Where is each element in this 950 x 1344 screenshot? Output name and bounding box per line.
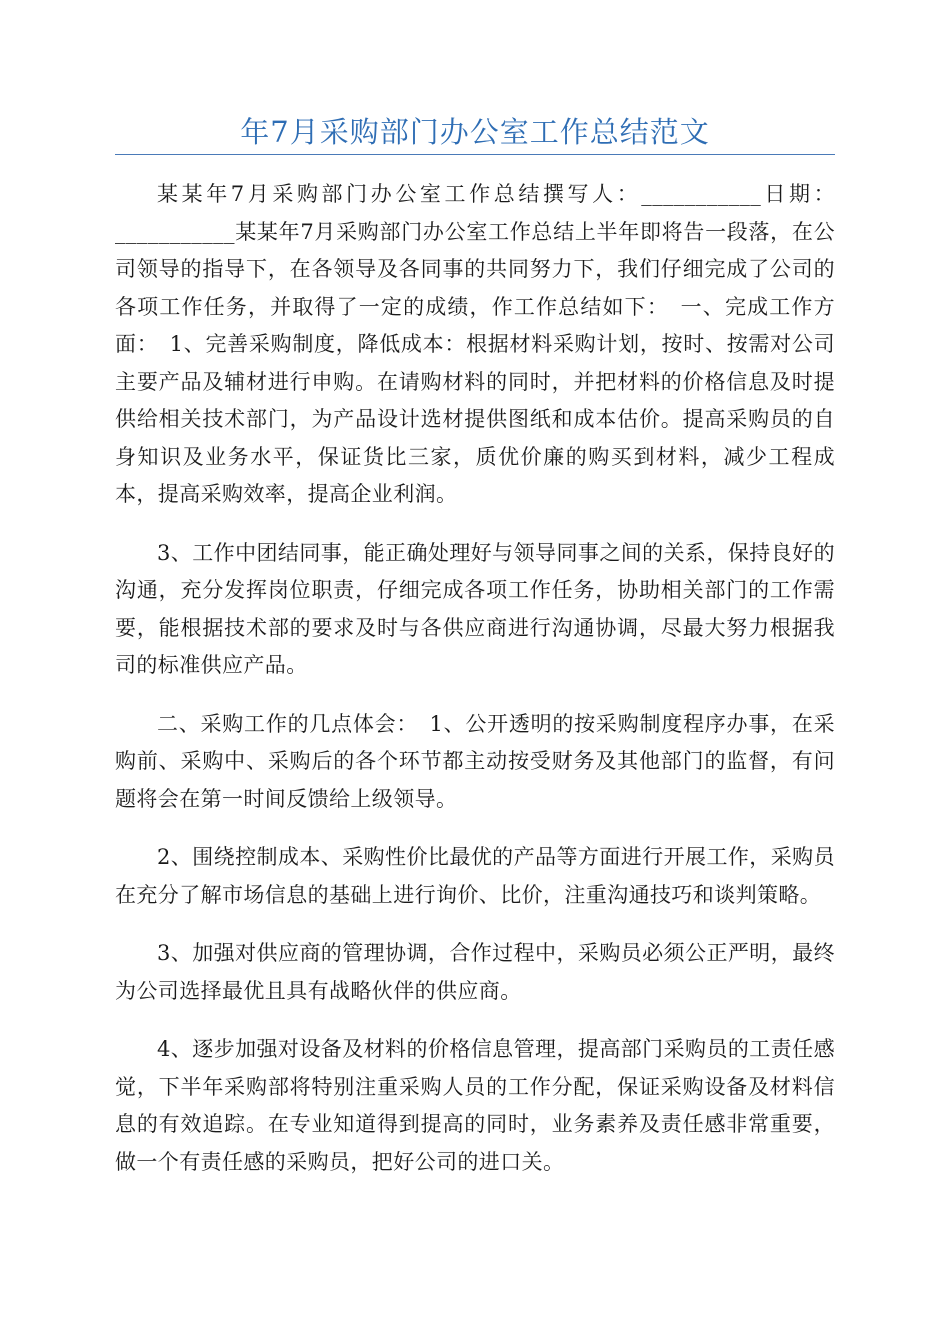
paragraph-teamwork: 3、工作中团结同事，能正确处理好与领导同事之间的关系，保持良好的沟通，充分发挥岗位职责，仔细完成各项工作任务，协助相关部门的工作需要，能根据技术部的要求及时与各供应商进行沟通协调，尽最大努力根据我司的标准供应产品。 [115,540,835,677]
paragraph-experience-3: 3、加强对供应商的管理协调，合作过程中，采购员必须公正严明，最终为公司选择最优且具有战略伙伴的供应商。 [115,941,835,1003]
document-title: 年7月采购部门办公室工作总结范文 [240,115,710,149]
paragraph-experience-4: 4、逐步加强对设备及材料的价格信息管理，提高部门采购员的工责任感觉，下半年采购部将特别注重采购人员的工作分配，保证采购设备及材料信息的有效追踪。在专业知道得到提高的同时，业务素养及责任感非常重要，做一个有责任感的采购员，把好公司的进口关。 [115,1037,835,1174]
document-body [115,176,835,1202]
paragraph-intro: 某某年7月采购部门办公室工作总结撰写人：___________日期：___________某某年7月采购部门办公室工作总结上半年即将告一段落，在公司领导的指导下，在各领导及各同事的共同努力下，我们仔细完成了公司的各项工作任务，并取得了一定的成绩，作工作总结如下： 一、完成工作方面： 1、完善采购制度，降低成本：根据材料采购计划，按时、按需对公司主要产品及辅材进行申购。在请购材料的同时，并把材料的价格信息及时提供给相关技术部门，为产品设计选材提供图纸和成本估价。提高采购员的自身知识及业务水平，保证货比三家，质优价廉的购买到材料，减少工程成本，提高采购效率，提高企业利润。 [115,182,835,506]
title-underline [115,154,835,155]
paragraph-experience-1: 二、采购工作的几点体会： 1、公开透明的按采购制度程序办事，在采购前、采购中、采购后的各个环节都主动按受财务及其他部门的监督，有问题将会在第一时间反馈给上级领导。 [115,711,835,811]
paragraph-experience-2: 2、围绕控制成本、采购性价比最优的产品等方面进行开展工作，采购员在充分了解市场信息的基础上进行询价、比价，注重沟通技巧和谈判策略。 [115,845,835,907]
